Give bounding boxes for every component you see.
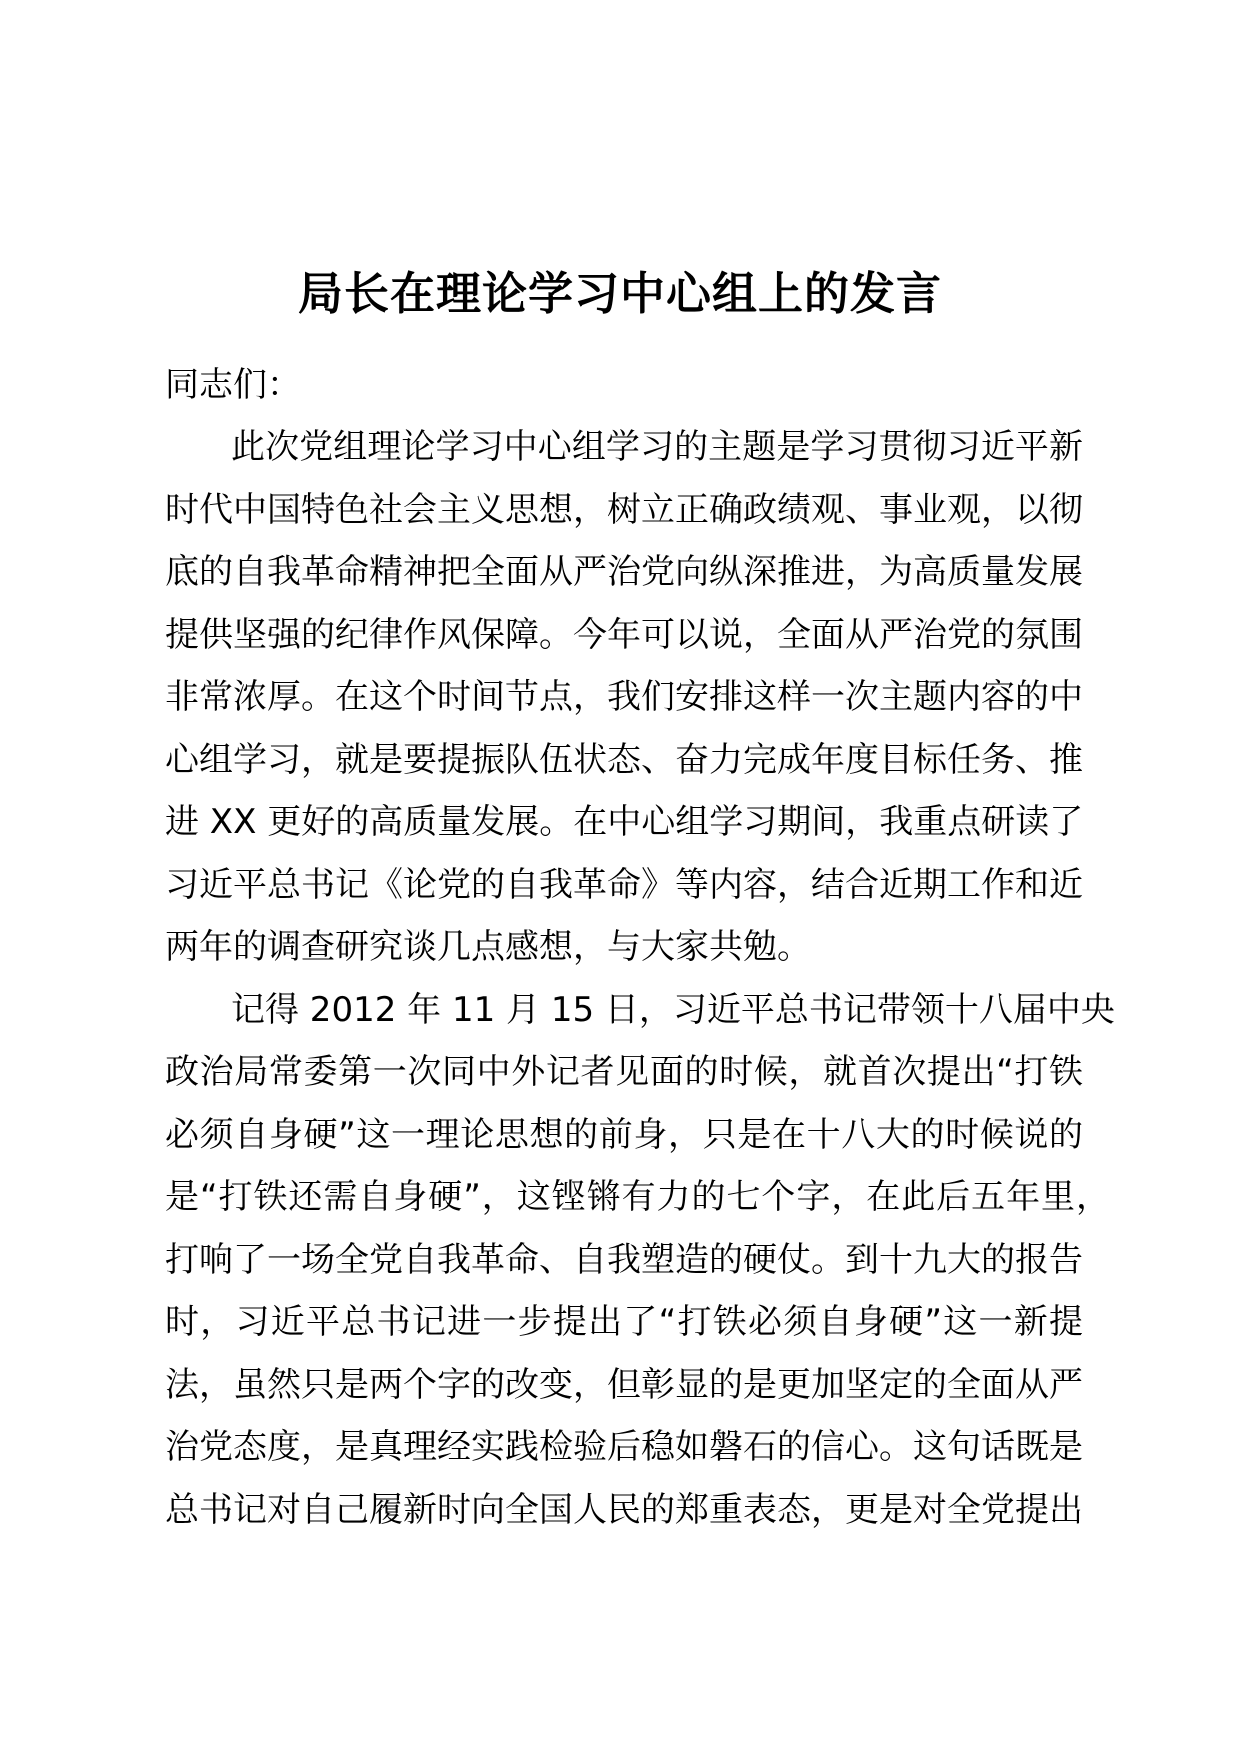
paragraph <box>165 422 1083 985</box>
document-title: 局长在理论学习中心组上的发言 <box>297 267 942 320</box>
paragraph-line: 进 XX 更好的高质量发展。在中心组学习期间，我重点研读了 <box>165 802 1084 842</box>
paragraph-line: 记得 2012 年 11 月 15 日，习近平总书记带领十八届中央 <box>231 989 1115 1030</box>
paragraph-line: 法，虽然只是两个字的改变，但彰显的是更加坚定的全面从严 <box>165 1364 1083 1405</box>
paragraph-line: 提供坚强的纪律作风保障。今年可以说，全面从严治党的氛围 <box>165 614 1083 655</box>
paragraph-line: 时代中国特色社会主义思想，树立正确政绩观、事业观，以彻 <box>165 489 1083 530</box>
paragraph-line: 政治局常委第一次同中外记者见面的时候，就首次提出“打铁 <box>165 1052 1083 1092</box>
paragraph-line: 治党态度，是真理经实践检验后稳如磐石的信心。这句话既是 <box>165 1427 1083 1467</box>
paragraph-line: 是“打铁还需自身硬”，这铿锵有力的七个字，在此后五年里， <box>165 1177 1110 1217</box>
paragraph-line: 习近平总书记《论党的自我革命》等内容，结合近期工作和近 <box>165 864 1083 905</box>
paragraph-line: 底的自我革命精神把全面从严治党向纵深推进，为高质量发展 <box>165 552 1083 592</box>
paragraph-line: 打响了一场全党自我革命、自我塑造的硬仗。到十九大的报告 <box>165 1239 1083 1280</box>
paragraph-line: 此次党组理论学习中心组学习的主题是学习贯彻习近平新 <box>231 427 1083 467</box>
paragraph-line: 时，习近平总书记进一步提出了“打铁必须自身硬”这一新提 <box>165 1302 1083 1342</box>
paragraph-line: 总书记对自己履新时向全国人民的郑重表态，更是对全党提出 <box>165 1489 1083 1530</box>
paragraph <box>165 985 1115 1548</box>
document-body <box>165 422 1115 1547</box>
paragraph-line: 心组学习，就是要提振队伍状态、奋力完成年度目标任务、推 <box>165 739 1083 780</box>
paragraph-line: 两年的调查研究谈几点感想，与大家共勉。 <box>165 927 811 967</box>
salutation: 同志们： <box>165 365 301 405</box>
paragraph-line: 非常浓厚。在这个时间节点，我们安排这样一次主题内容的中 <box>165 677 1083 717</box>
paragraph-line: 必须自身硬”这一理论思想的前身，只是在十八大的时候说的 <box>165 1114 1083 1155</box>
